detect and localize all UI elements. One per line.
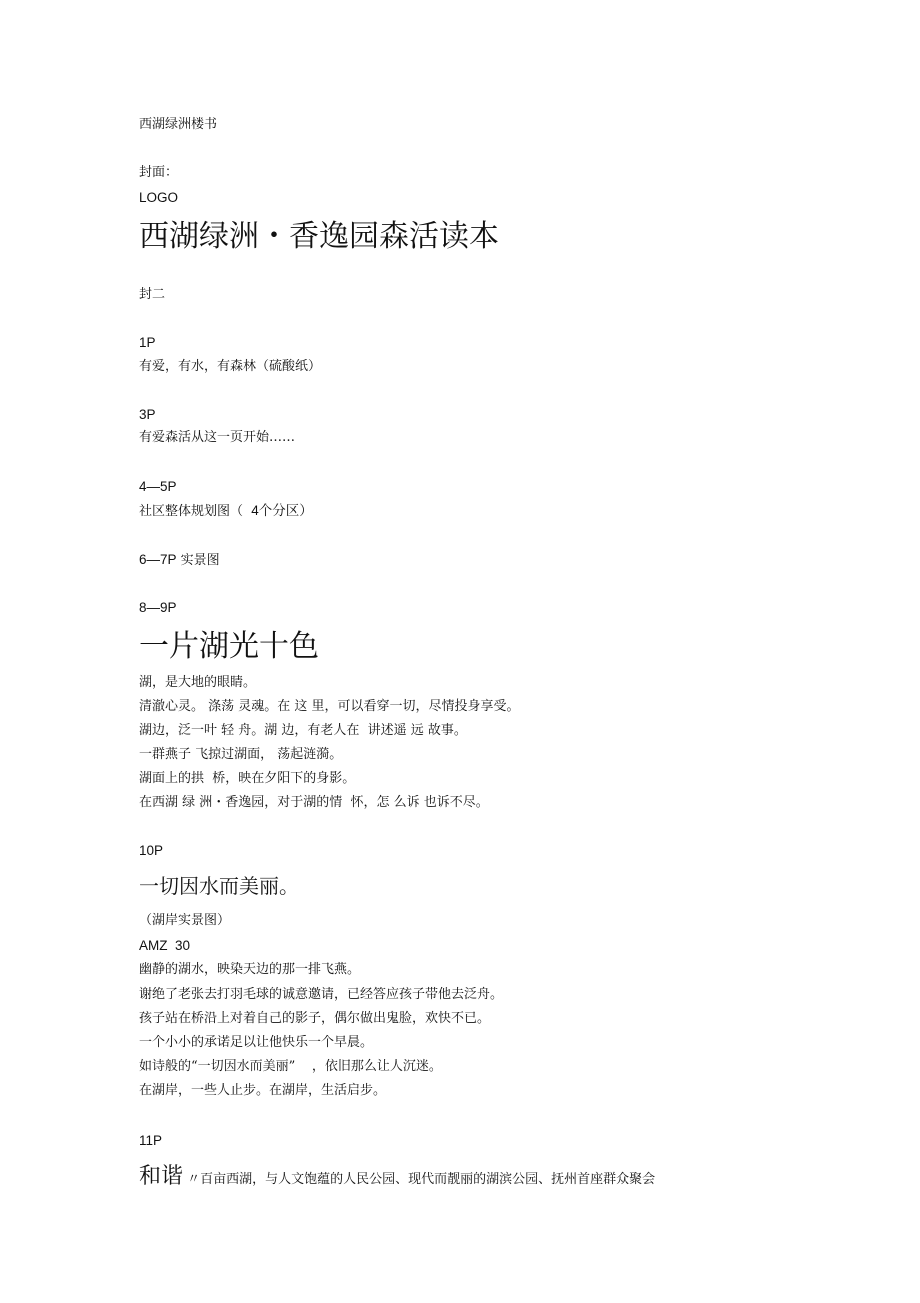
page-label-8-9p: 8—9P	[139, 600, 177, 615]
body-line: 在湖岸，一些人止步。在湖岸，生活启步。	[139, 1083, 387, 1098]
body-line: 如诗般的“一切因水而美丽” ，依旧那么让人沉迷。	[139, 1059, 442, 1074]
page-11p-heading: 和谐	[139, 1164, 184, 1189]
page-8-9p-heading: 一片湖光十色	[139, 629, 319, 664]
page-10p-heading: 一切因水而美丽。	[139, 874, 299, 898]
body-line: 谢绝了老张去打羽毛球的诚意邀请，已经答应孩子带他去泛舟。	[139, 987, 504, 1002]
page-3p-text: 有爱森活从这一页开始……	[139, 430, 296, 445]
body-line: 湖，是大地的眼睛。	[139, 675, 257, 690]
page-4-5p-text-a: 社区整体规划图（	[139, 504, 244, 519]
page-label-3p: 3P	[139, 407, 156, 422]
page-10p-caption: （湖岸实景图）	[139, 913, 231, 928]
page-10p-code: AMZ 30	[139, 938, 191, 953]
page-4-5p-text-b: 4个分区）	[251, 503, 313, 518]
page-label-6-7p: 6—7P	[139, 552, 177, 567]
body-line: 一群燕子 飞掠过湖面， 荡起涟漪。	[139, 747, 343, 762]
page-6-7p-text: 实景图	[180, 553, 220, 568]
body-line: 清澈心灵。 涤荡 灵魂。在 这 里，可以看穿一切，尽情投身享受。	[139, 699, 520, 714]
logo-placeholder: LOGO	[139, 190, 179, 205]
body-line: 湖边，泛一叶 轻 舟。湖 边，有老人在 讲述遥 远 故事。	[139, 723, 467, 738]
inside-cover-label: 封二	[139, 287, 166, 302]
body-line: 湖面上的拱 桥，映在夕阳下的身影。	[139, 771, 356, 786]
page-1p-text: 有爱，有水，有森林（硫酸纸）	[139, 359, 322, 374]
page-label-1p: 1P	[139, 335, 156, 350]
page-11p-text: 〃百亩西湖，与人文饱蕴的人民公园、现代而靓丽的湖滨公园、抚州首座群众聚会	[187, 1172, 656, 1187]
page-4-5p-text	[139, 499, 313, 523]
page-label-11p: 11P	[139, 1133, 163, 1148]
body-line: 孩子站在桥沿上对着自己的影子，偶尔做出鬼脸，欢快不已。	[139, 1011, 491, 1026]
page-label-10p: 10P	[139, 843, 164, 858]
body-line: 幽静的湖水，映染天边的那一排飞燕。	[139, 962, 361, 977]
cover-title: 西湖绿洲・香逸园森活读本	[139, 219, 499, 254]
body-line: 在西湖 绿 洲・香逸园，对于湖的情 怀，怎 么诉 也诉不尽。	[139, 795, 489, 810]
page-label-4-5p: 4—5P	[139, 479, 177, 494]
cover-label: 封面：	[139, 165, 179, 180]
page-6-7p	[139, 548, 220, 572]
page-11p-line	[139, 1162, 655, 1192]
document-title: 西湖绿洲楼书	[139, 117, 218, 132]
body-line: 一个小小的承诺足以让他快乐一个早晨。	[139, 1035, 374, 1050]
